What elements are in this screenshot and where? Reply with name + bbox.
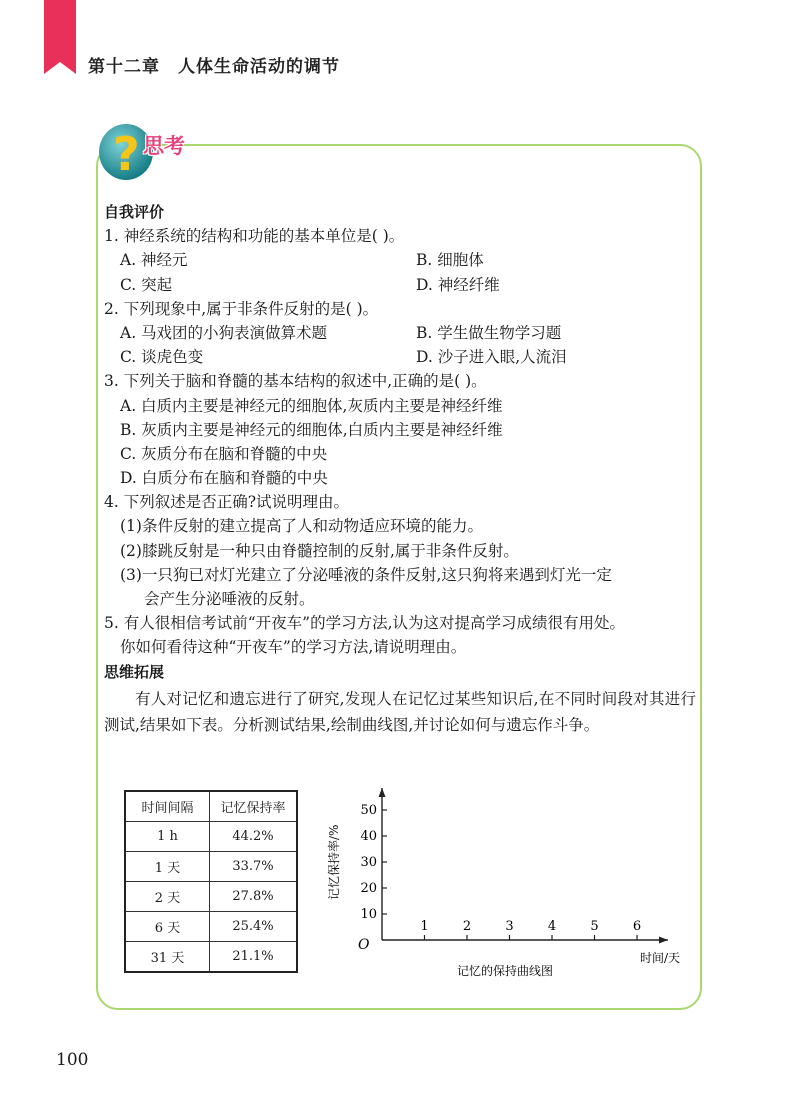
question-1-option-a: A. 神经元: [120, 251, 188, 270]
question-3-option-a: A. 白质内主要是神经元的细胞体,灰质内主要是神经纤维: [120, 396, 503, 415]
x-tick-label: 3: [505, 919, 514, 934]
question-4-stem: 4. 下列叙述是否正确?试说明理由。: [104, 493, 350, 512]
table-row: [125, 882, 297, 912]
section-title-thinking-extension: 思维拓展: [104, 662, 165, 681]
question-2-option-a: A. 马戏团的小狗表演做算术题: [120, 323, 328, 342]
question-1-option-c: C. 突起: [120, 275, 173, 294]
section-title-self-evaluation: 自我评价: [104, 203, 165, 221]
question-2-stem: 2. 下列现象中,属于非条件反射的是( )。: [104, 299, 379, 318]
question-4-statement-3: (3)一只狗已对灯光建立了分泌唾液的条件反射,这只狗将来遇到灯光一定: [120, 565, 612, 584]
x-tick-label: 4: [547, 919, 557, 934]
x-tick-label: 5: [590, 919, 599, 934]
table-cell-retention: 44.2%: [210, 822, 298, 852]
chapter-title: [88, 52, 340, 77]
retention-curve-chart: [320, 780, 690, 990]
y-axis-label: 记忆保持率/%: [327, 824, 341, 900]
question-2-option-d: D. 沙子进入眼,人流泪: [416, 348, 567, 367]
question-4-statement-1: (1)条件反射的建立提高了人和动物适应环境的能力。: [120, 517, 483, 536]
table-cell-interval: 6 天: [125, 912, 210, 942]
chart-title: 记忆的保持曲线图: [456, 964, 554, 978]
x-axis-label: 时间/天: [640, 951, 681, 965]
table-cell-interval: 1 天: [125, 852, 210, 882]
x-tick-label: 1: [420, 919, 429, 934]
ribbon-shape: [44, 0, 76, 74]
x-tick-label: 6: [632, 919, 642, 934]
question-2-option-b: B. 学生做生物学习题: [416, 323, 562, 342]
questions-content: [104, 200, 696, 738]
y-tick-label: 30: [360, 855, 377, 870]
question-5-line-2: 你如何看待这种“开夜车”的学习方法,请说明理由。: [120, 638, 467, 657]
table-row: [125, 912, 297, 942]
question-1-option-b: B. 细胞体: [416, 251, 484, 270]
table-cell-interval: 2 天: [125, 882, 210, 912]
y-tick-label: 10: [360, 907, 377, 922]
table-row: [125, 822, 297, 852]
table-cell-interval: 1 h: [125, 822, 210, 852]
question-3-stem: 3. 下列关于脑和脊髓的基本结构的叙述中,正确的是( )。: [104, 372, 487, 391]
table-cell-retention: 25.4%: [210, 912, 298, 942]
table-header-row: [125, 791, 297, 822]
y-tick-label: 50: [360, 803, 377, 818]
question-1-stem: 1. 神经系统的结构和功能的基本单位是( )。: [104, 227, 405, 246]
question-1-options-row-2: [104, 273, 696, 297]
chapter-number: 第十二章: [88, 57, 160, 77]
table-row: [125, 942, 297, 973]
table-cell-interval: 31 天: [125, 942, 210, 973]
y-axis-arrow: [379, 788, 386, 797]
question-4-statement-3-cont: 会产生分泌唾液的反射。: [144, 590, 315, 608]
question-3-option-c: C. 灰质分布在脑和脊髓的中央: [120, 444, 328, 463]
question-1-option-d: D. 神经纤维: [416, 275, 500, 294]
table-header-interval: 时间间隔: [125, 791, 210, 822]
question-3-option-d: D. 白质分布在脑和脊髓的中央: [120, 469, 328, 488]
origin-label: O: [358, 937, 370, 953]
x-tick-label: 2: [462, 919, 472, 934]
table-header-retention: 记忆保持率: [210, 791, 298, 822]
svg-text:?: ?: [113, 127, 140, 181]
x-axis-arrow: [659, 937, 668, 944]
y-tick-label: 20: [360, 881, 377, 896]
table-cell-retention: 27.8%: [210, 882, 298, 912]
table-cell-retention: 21.1%: [210, 942, 298, 973]
chapter-name: 人体生命活动的调节: [178, 57, 340, 77]
question-5-line-1: 5. 有人很相信考试前“开夜车”的学习方法,认为这对提高学习成绩很有用处。: [104, 614, 625, 633]
extension-paragraph: 有人对记忆和遗忘进行了研究,发现人在记忆过某些知识后,在不同时间段对其进行测试,结果如下表。分析测试结果,绘制曲线图,并讨论如何与遗忘作斗争。: [104, 689, 696, 734]
question-1-options-row-1: [104, 248, 696, 272]
page-number: 100: [56, 1050, 89, 1070]
badge-label: 思考: [143, 134, 185, 158]
memory-retention-table: [124, 790, 298, 973]
question-2-options-row-2: [104, 345, 696, 369]
table-row: [125, 852, 297, 882]
question-4-statement-2: (2)膝跳反射是一种只由脊髓控制的反射,属于非条件反射。: [120, 541, 519, 560]
chapter-ribbon: [44, 0, 76, 74]
question-3-option-b: B. 灰质内主要是神经元的细胞体,白质内主要是神经纤维: [120, 420, 503, 439]
y-tick-label: 40: [360, 829, 377, 844]
table-cell-retention: 33.7%: [210, 852, 298, 882]
question-2-option-c: C. 谈虎色变: [120, 348, 204, 367]
question-2-options-row-1: [104, 321, 696, 345]
